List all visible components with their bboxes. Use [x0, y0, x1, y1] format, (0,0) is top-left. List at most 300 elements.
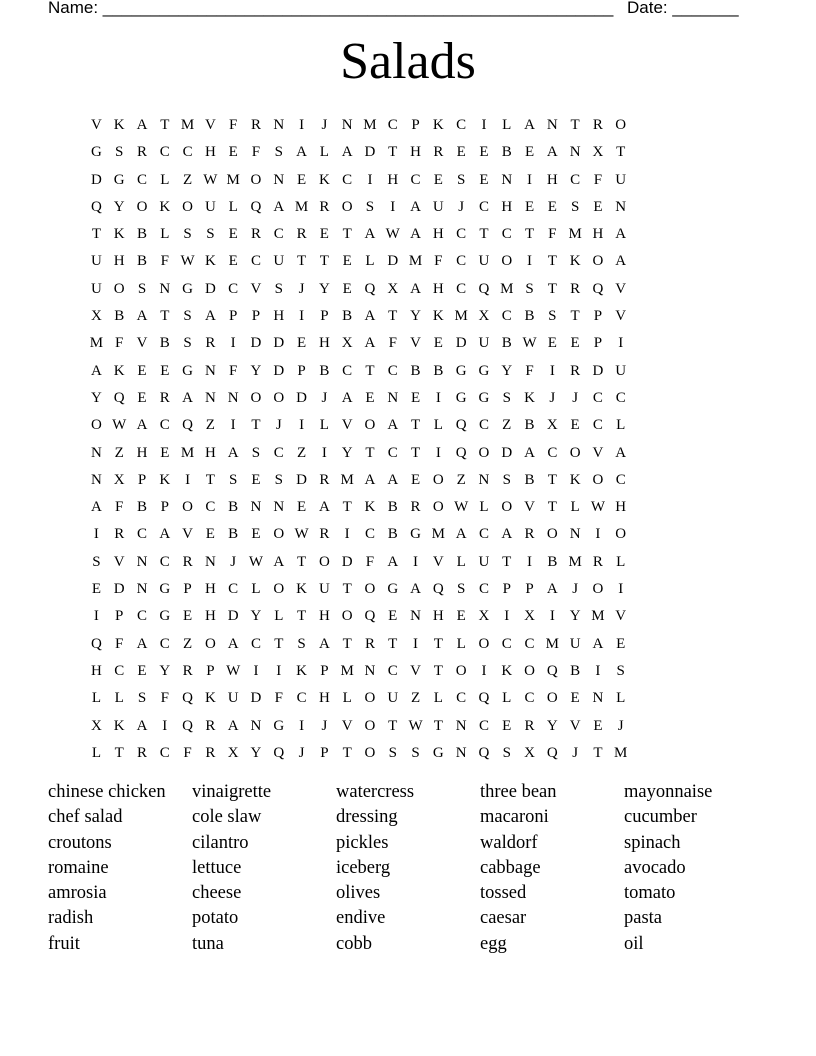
grid-letter[interactable]: A	[524, 444, 535, 461]
grid-letter[interactable]: M	[180, 444, 195, 461]
grid-letter[interactable]: P	[411, 117, 420, 133]
grid-letter[interactable]: L	[91, 690, 101, 707]
grid-letter[interactable]: A	[546, 581, 558, 598]
grid-letter[interactable]: N	[273, 171, 285, 188]
grid-letter[interactable]: Q	[113, 389, 125, 406]
grid-letter[interactable]: A	[296, 144, 307, 161]
grid-letter[interactable]: J	[321, 717, 328, 734]
grid-letter[interactable]: D	[296, 471, 307, 488]
grid-letter[interactable]: I	[344, 526, 350, 543]
grid-letter[interactable]: P	[251, 308, 261, 325]
grid-letter[interactable]: E	[91, 581, 101, 598]
grid-letter[interactable]: R	[524, 717, 535, 734]
grid-letter[interactable]: D	[250, 335, 262, 352]
grid-letter[interactable]: Q	[546, 744, 558, 761]
grid-letter[interactable]: I	[276, 662, 282, 679]
grid-letter[interactable]: I	[299, 117, 305, 133]
grid-letter[interactable]: K	[432, 308, 444, 325]
grid-letter[interactable]: A	[204, 308, 216, 325]
grid-letter[interactable]: A	[524, 117, 535, 133]
grid-letter[interactable]: E	[433, 335, 443, 352]
grid-letter[interactable]: R	[296, 226, 307, 243]
grid-letter[interactable]: F	[229, 117, 238, 133]
grid-letter[interactable]: X	[546, 417, 558, 434]
grid-letter[interactable]: N	[455, 744, 467, 761]
grid-letter[interactable]: P	[206, 662, 215, 679]
grid-letter[interactable]: B	[228, 499, 239, 516]
grid-letter[interactable]: G	[90, 144, 102, 161]
grid-letter[interactable]: T	[433, 635, 443, 652]
grid-letter[interactable]: J	[572, 389, 579, 406]
grid-letter[interactable]: E	[342, 280, 352, 297]
grid-letter[interactable]: G	[182, 280, 193, 297]
grid-letter[interactable]: B	[136, 226, 147, 243]
grid-letter[interactable]: X	[227, 744, 239, 761]
grid-letter[interactable]: F	[388, 335, 397, 352]
grid-letter[interactable]: F	[160, 690, 169, 707]
grid-letter[interactable]: L	[160, 226, 170, 243]
grid-letter[interactable]: L	[456, 635, 466, 652]
grid-letter[interactable]: G	[455, 362, 467, 379]
grid-letter[interactable]: I	[230, 417, 236, 434]
grid-letter[interactable]: A	[159, 526, 171, 543]
grid-letter[interactable]: A	[227, 635, 239, 652]
grid-letter[interactable]: S	[548, 308, 557, 325]
grid-letter[interactable]: D	[250, 690, 262, 707]
grid-letter[interactable]: S	[525, 280, 534, 297]
grid-letter[interactable]: R	[592, 553, 603, 570]
grid-letter[interactable]: U	[318, 581, 330, 598]
grid-letter[interactable]: E	[524, 198, 535, 215]
grid-letter[interactable]: A	[341, 144, 353, 161]
grid-letter[interactable]: K	[364, 499, 376, 516]
grid-letter[interactable]: A	[387, 417, 399, 434]
grid-letter[interactable]: B	[387, 499, 398, 516]
grid-letter[interactable]: J	[549, 389, 556, 406]
grid-letter[interactable]: H	[136, 444, 148, 461]
grid-letter[interactable]: E	[296, 335, 307, 352]
grid-letter[interactable]: O	[136, 198, 148, 215]
grid-letter[interactable]: C	[387, 444, 398, 461]
grid-letter[interactable]: B	[159, 335, 170, 352]
grid-letter[interactable]: V	[615, 608, 627, 625]
grid-letter[interactable]: V	[432, 553, 444, 570]
grid-letter[interactable]: S	[411, 744, 420, 761]
grid-letter[interactable]: O	[341, 198, 353, 215]
grid-letter[interactable]: S	[616, 662, 625, 679]
grid-letter[interactable]: R	[319, 526, 330, 543]
grid-letter[interactable]: E	[479, 144, 489, 161]
grid-letter[interactable]: S	[137, 690, 147, 707]
grid-letter[interactable]: C	[182, 144, 193, 161]
grid-letter[interactable]: K	[318, 171, 330, 188]
grid-letter[interactable]: I	[481, 662, 487, 679]
grid-letter[interactable]: T	[342, 226, 352, 243]
grid-letter[interactable]: O	[364, 417, 376, 434]
grid-letter[interactable]: P	[320, 308, 329, 325]
grid-letter[interactable]: U	[615, 362, 627, 379]
grid-letter[interactable]: H	[410, 144, 421, 161]
grid-letter[interactable]: K	[113, 117, 125, 133]
grid-letter[interactable]: T	[410, 417, 421, 434]
grid-letter[interactable]: O	[615, 526, 627, 543]
grid-letter[interactable]: T	[160, 308, 170, 325]
grid-letter[interactable]: C	[273, 444, 284, 461]
grid-letter[interactable]: A	[410, 581, 421, 598]
grid-letter[interactable]: X	[592, 144, 604, 161]
grid-letter[interactable]: P	[593, 335, 603, 352]
grid-letter[interactable]: A	[136, 308, 148, 325]
grid-letter[interactable]: U	[387, 690, 399, 707]
grid-letter[interactable]: Q	[250, 198, 262, 215]
grid-letter[interactable]: A	[273, 198, 285, 215]
grid-letter[interactable]: H	[318, 690, 330, 707]
grid-letter[interactable]: I	[230, 335, 236, 352]
grid-letter[interactable]: C	[524, 635, 535, 652]
grid-letter[interactable]: P	[525, 581, 534, 598]
grid-letter[interactable]: U	[478, 553, 490, 570]
grid-letter[interactable]: A	[318, 499, 330, 516]
grid-letter[interactable]: Z	[205, 417, 215, 434]
grid-letter[interactable]: B	[410, 362, 421, 379]
grid-letter[interactable]: I	[93, 608, 99, 625]
grid-letter[interactable]: W	[294, 526, 309, 543]
grid-letter[interactable]: L	[91, 744, 101, 761]
grid-letter[interactable]: C	[387, 662, 398, 679]
grid-letter[interactable]: O	[615, 117, 627, 133]
grid-letter[interactable]: L	[456, 553, 466, 570]
grid-letter[interactable]: U	[90, 280, 102, 297]
grid-letter[interactable]: E	[251, 471, 261, 488]
grid-letter[interactable]: L	[433, 417, 443, 434]
grid-letter[interactable]: V	[341, 717, 353, 734]
grid-letter[interactable]: C	[570, 171, 581, 188]
grid-letter[interactable]: I	[299, 417, 305, 434]
grid-letter[interactable]: B	[433, 362, 444, 379]
grid-letter[interactable]: M	[500, 280, 514, 297]
grid-letter[interactable]: T	[205, 471, 215, 488]
grid-letter[interactable]: C	[364, 526, 375, 543]
grid-letter[interactable]: P	[115, 608, 124, 625]
grid-letter[interactable]: E	[547, 198, 557, 215]
grid-letter[interactable]: C	[592, 417, 603, 434]
grid-letter[interactable]: E	[410, 389, 421, 406]
grid-letter[interactable]: S	[274, 471, 283, 488]
grid-letter[interactable]: A	[364, 308, 376, 325]
grid-letter[interactable]: H	[204, 608, 216, 625]
grid-letter[interactable]: T	[547, 471, 557, 488]
grid-letter[interactable]: H	[318, 608, 330, 625]
grid-letter[interactable]: M	[614, 744, 628, 761]
grid-letter[interactable]: N	[615, 198, 627, 215]
grid-letter[interactable]: O	[273, 581, 285, 598]
grid-letter[interactable]: M	[89, 335, 104, 352]
grid-letter[interactable]: T	[433, 662, 443, 679]
grid-letter[interactable]: O	[273, 389, 285, 406]
grid-letter[interactable]: E	[524, 144, 535, 161]
grid-letter[interactable]: U	[227, 690, 239, 707]
grid-letter[interactable]: M	[545, 635, 559, 652]
grid-letter[interactable]: Y	[546, 717, 558, 734]
grid-letter[interactable]: O	[364, 744, 376, 761]
grid-letter[interactable]: I	[618, 581, 624, 598]
grid-letter[interactable]: U	[478, 335, 490, 352]
grid-letter[interactable]: T	[114, 744, 124, 761]
grid-letter[interactable]: E	[228, 226, 238, 243]
grid-letter[interactable]: T	[342, 635, 352, 652]
grid-letter[interactable]: B	[570, 662, 581, 679]
grid-letter[interactable]: O	[478, 444, 490, 461]
grid-letter[interactable]: A	[410, 226, 421, 243]
grid-letter[interactable]: S	[456, 581, 466, 598]
grid-letter[interactable]: E	[388, 608, 398, 625]
grid-letter[interactable]: T	[274, 635, 284, 652]
grid-letter[interactable]: B	[342, 308, 353, 325]
grid-letter[interactable]: R	[570, 280, 581, 297]
grid-letter[interactable]: N	[478, 471, 490, 488]
grid-letter[interactable]: V	[615, 308, 627, 325]
grid-letter[interactable]: S	[183, 335, 192, 352]
grid-letter[interactable]: C	[524, 690, 535, 707]
grid-letter[interactable]: K	[501, 662, 513, 679]
grid-letter[interactable]: L	[228, 198, 238, 215]
grid-letter[interactable]: V	[204, 117, 216, 133]
grid-letter[interactable]: D	[364, 144, 376, 161]
grid-letter[interactable]: E	[570, 335, 580, 352]
grid-letter[interactable]: W	[408, 717, 423, 734]
grid-letter[interactable]: C	[159, 635, 170, 652]
grid-letter[interactable]: I	[185, 471, 191, 488]
grid-letter[interactable]: Q	[182, 417, 193, 434]
grid-letter[interactable]: W	[203, 171, 218, 188]
grid-letter[interactable]: E	[296, 499, 307, 516]
grid-letter[interactable]: W	[590, 499, 606, 516]
grid-letter[interactable]: C	[456, 226, 467, 243]
grid-letter[interactable]: F	[115, 335, 124, 352]
grid-letter[interactable]: W	[385, 226, 400, 243]
grid-letter[interactable]: A	[615, 226, 627, 243]
grid-letter[interactable]: E	[570, 417, 580, 434]
grid-letter[interactable]: E	[456, 608, 466, 625]
grid-letter[interactable]: S	[251, 444, 261, 461]
grid-letter[interactable]: V	[592, 444, 604, 461]
grid-letter[interactable]: M	[294, 198, 309, 215]
grid-letter[interactable]: S	[183, 226, 192, 243]
grid-letter[interactable]: E	[616, 635, 626, 652]
grid-letter[interactable]: E	[433, 171, 443, 188]
grid-letter[interactable]: V	[136, 335, 148, 352]
grid-letter[interactable]: E	[547, 335, 557, 352]
grid-letter[interactable]: O	[364, 717, 376, 734]
grid-letter[interactable]: C	[159, 744, 170, 761]
grid-letter[interactable]: N	[273, 499, 285, 516]
grid-letter[interactable]: F	[274, 690, 283, 707]
grid-letter[interactable]: Z	[183, 635, 193, 652]
grid-letter[interactable]: O	[90, 417, 102, 434]
grid-letter[interactable]: C	[456, 253, 467, 270]
grid-letter[interactable]: K	[204, 690, 216, 707]
grid-letter[interactable]: D	[273, 335, 285, 352]
grid-letter[interactable]: R	[136, 144, 147, 161]
grid-letter[interactable]: C	[136, 171, 147, 188]
grid-letter[interactable]: S	[137, 280, 147, 297]
grid-letter[interactable]: C	[501, 226, 512, 243]
grid-letter[interactable]: V	[569, 717, 581, 734]
grid-letter[interactable]: E	[502, 717, 512, 734]
grid-letter[interactable]: W	[454, 499, 469, 516]
grid-letter[interactable]: O	[318, 553, 330, 570]
grid-letter[interactable]: P	[320, 744, 329, 761]
grid-letter[interactable]: C	[456, 690, 467, 707]
grid-letter[interactable]: F	[365, 553, 375, 570]
grid-letter[interactable]: V	[90, 117, 102, 133]
grid-letter[interactable]: M	[340, 471, 354, 488]
grid-letter[interactable]: R	[524, 526, 535, 543]
grid-letter[interactable]: A	[410, 280, 421, 297]
grid-letter[interactable]: T	[433, 717, 443, 734]
grid-letter[interactable]: S	[274, 144, 283, 161]
grid-letter[interactable]: X	[387, 280, 399, 297]
grid-letter[interactable]: J	[321, 389, 328, 406]
grid-letter[interactable]: D	[592, 362, 604, 379]
grid-letter[interactable]: M	[180, 117, 195, 133]
grid-letter[interactable]: A	[341, 389, 353, 406]
grid-letter[interactable]: L	[274, 608, 284, 625]
grid-letter[interactable]: L	[502, 117, 512, 133]
grid-letter[interactable]: W	[522, 335, 537, 352]
grid-letter[interactable]: E	[228, 253, 238, 270]
grid-letter[interactable]: D	[273, 362, 285, 379]
grid-letter[interactable]: R	[182, 662, 193, 679]
grid-letter[interactable]: I	[299, 308, 305, 325]
grid-letter[interactable]: A	[546, 144, 558, 161]
grid-letter[interactable]: V	[250, 280, 262, 297]
grid-letter[interactable]: C	[159, 417, 170, 434]
grid-letter[interactable]: O	[273, 526, 285, 543]
grid-letter[interactable]: I	[413, 553, 419, 570]
grid-letter[interactable]: I	[527, 253, 533, 270]
grid-letter[interactable]: M	[431, 526, 446, 543]
grid-letter[interactable]: C	[387, 117, 398, 133]
grid-letter[interactable]: O	[501, 253, 513, 270]
grid-letter[interactable]: X	[478, 308, 490, 325]
grid-letter[interactable]: Y	[250, 608, 262, 625]
grid-letter[interactable]: I	[321, 444, 327, 461]
grid-letter[interactable]: U	[432, 198, 444, 215]
grid-letter[interactable]: B	[501, 144, 512, 161]
grid-letter[interactable]: P	[183, 581, 192, 598]
grid-letter[interactable]: N	[455, 717, 467, 734]
grid-letter[interactable]: W	[248, 553, 264, 570]
grid-letter[interactable]: K	[159, 471, 171, 488]
grid-letter[interactable]: K	[524, 389, 535, 406]
grid-letter[interactable]: Q	[478, 280, 490, 297]
grid-letter[interactable]: D	[227, 608, 239, 625]
grid-letter[interactable]: T	[342, 744, 352, 761]
grid-letter[interactable]: O	[113, 280, 125, 297]
grid-letter[interactable]: O	[546, 526, 558, 543]
grid-letter[interactable]: C	[159, 553, 170, 570]
grid-letter[interactable]: T	[388, 144, 398, 161]
grid-letter[interactable]: N	[204, 389, 216, 406]
grid-letter[interactable]: B	[136, 499, 147, 516]
grid-letter[interactable]: I	[618, 335, 624, 352]
grid-letter[interactable]: X	[113, 471, 125, 488]
grid-letter[interactable]: N	[569, 144, 581, 161]
grid-letter[interactable]: F	[115, 499, 124, 516]
grid-letter[interactable]: A	[227, 444, 239, 461]
grid-letter[interactable]: I	[413, 635, 419, 652]
grid-letter[interactable]: I	[595, 526, 601, 543]
grid-letter[interactable]: M	[568, 553, 582, 570]
grid-letter[interactable]: A	[364, 226, 376, 243]
grid-letter[interactable]: K	[569, 471, 581, 488]
grid-letter[interactable]: L	[319, 144, 329, 161]
grid-letter[interactable]: H	[273, 308, 285, 325]
grid-letter[interactable]: E	[137, 662, 147, 679]
grid-letter[interactable]: N	[250, 717, 262, 734]
grid-letter[interactable]: T	[388, 635, 398, 652]
grid-letter[interactable]: C	[478, 717, 489, 734]
grid-letter[interactable]: L	[502, 690, 512, 707]
grid-letter[interactable]: K	[204, 253, 216, 270]
grid-letter[interactable]: A	[387, 553, 399, 570]
grid-letter[interactable]: S	[206, 226, 215, 243]
grid-letter[interactable]: U	[90, 253, 102, 270]
grid-letter[interactable]: Q	[90, 635, 102, 652]
grid-letter[interactable]: P	[320, 662, 329, 679]
grid-letter[interactable]: V	[410, 662, 421, 679]
grid-letter[interactable]: L	[114, 690, 124, 707]
grid-letter[interactable]: C	[342, 171, 353, 188]
grid-letter[interactable]: X	[524, 608, 535, 625]
grid-letter[interactable]: V	[113, 553, 125, 570]
grid-letter[interactable]: L	[616, 690, 626, 707]
grid-letter[interactable]: N	[592, 690, 604, 707]
grid-letter[interactable]: B	[501, 335, 512, 352]
grid-letter[interactable]: O	[364, 581, 376, 598]
grid-letter[interactable]: O	[546, 690, 558, 707]
grid-letter[interactable]: C	[456, 117, 467, 133]
grid-letter[interactable]: F	[593, 171, 603, 188]
grid-letter[interactable]: C	[478, 417, 489, 434]
grid-letter[interactable]: M	[226, 171, 240, 188]
grid-letter[interactable]: A	[410, 198, 421, 215]
grid-letter[interactable]: R	[182, 553, 193, 570]
grid-letter[interactable]: E	[593, 198, 603, 215]
grid-letter[interactable]: R	[205, 717, 216, 734]
grid-letter[interactable]: R	[410, 499, 421, 516]
grid-letter[interactable]: G	[182, 362, 193, 379]
grid-letter[interactable]: N	[227, 389, 239, 406]
grid-letter[interactable]: D	[204, 280, 216, 297]
grid-letter[interactable]: J	[298, 744, 305, 761]
grid-letter[interactable]: I	[299, 717, 305, 734]
grid-letter[interactable]: G	[387, 581, 399, 598]
grid-letter[interactable]: H	[204, 444, 216, 461]
grid-letter[interactable]: I	[527, 171, 533, 188]
grid-letter[interactable]: U	[615, 171, 627, 188]
grid-letter[interactable]: C	[547, 444, 558, 461]
grid-letter[interactable]: Y	[250, 744, 262, 761]
grid-letter[interactable]: N	[501, 171, 513, 188]
grid-letter[interactable]: O	[432, 499, 444, 516]
grid-letter[interactable]: S	[297, 635, 306, 652]
grid-letter[interactable]: P	[160, 499, 169, 516]
grid-letter[interactable]: J	[321, 117, 328, 133]
grid-letter[interactable]: Q	[478, 690, 490, 707]
grid-letter[interactable]: C	[114, 662, 125, 679]
